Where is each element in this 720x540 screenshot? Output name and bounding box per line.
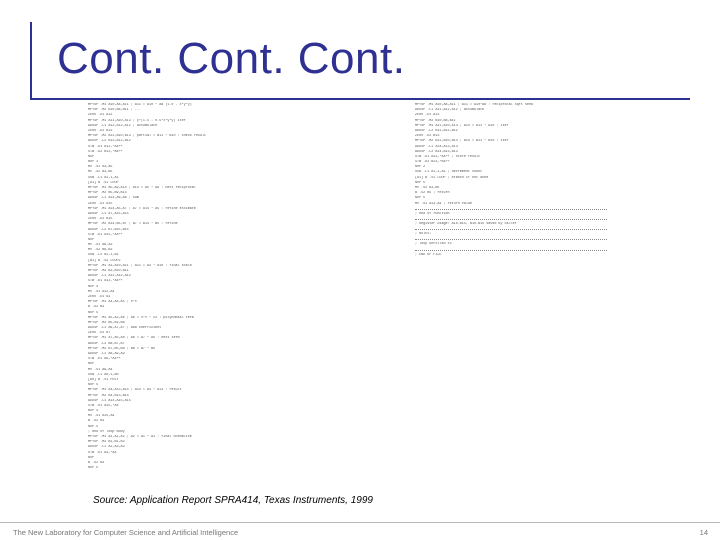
code-line: NOP 2 [415, 165, 426, 170]
code-line: NOP 5 [415, 180, 426, 185]
code-line: MPYSP .M2 B3,B10,B11 [88, 269, 129, 273]
code-line: ADDSP .L2 B11,B12,B12 [415, 128, 458, 133]
source-citation: Source: Application Report SPRA414, Texas Instruments, 1999 [93, 495, 373, 506]
code-line: MPYSP .M2 B5,B2,B6 [88, 320, 125, 325]
code-line: NOP 5 [88, 383, 99, 388]
code-line: STW .D1 A3,*A4 [88, 450, 117, 455]
code-line: ZERO .D2 B13 [415, 134, 440, 139]
code-line: ADDSP .L1 A14,A6,A6 ; sum [88, 196, 139, 201]
code-line: MV .S2 B6,B3 [88, 248, 113, 253]
code-line: [A0] B .S1 POLY [88, 377, 119, 382]
code-line: ADDSP .L2 B13,B12,B12 [88, 139, 131, 144]
code-line: ; end of loop body [88, 429, 125, 434]
code-line: ZERO .D1 A12 [88, 113, 113, 118]
code-line: ; loop unrolled x2 [415, 242, 452, 247]
code-line: ; NOTES: [415, 232, 432, 237]
code-line: STW .D1 A12,*A4++ [88, 144, 123, 149]
code-line: MPYSP .M1 A3,A10,A11 ; A11 = A3 * A10 : final scale [88, 263, 192, 268]
code-line: NOP 5 [88, 424, 99, 429]
code-line: ; end of function [415, 211, 450, 216]
code-line: MV .S1 A3,A5 [88, 165, 113, 170]
code-line: SUB .L2 B1,1,B1 [88, 253, 119, 258]
code-line: ADDSP .L1 A7,A15,A15 [88, 211, 129, 216]
code-line: MV .S1 A9,A4 [88, 367, 113, 372]
code-line: B .S2 B5 ; return [415, 191, 450, 196]
code-line: MPYSP .M1 A14,A5,A7 ; A7 = A14 * A5 : refine estimate [88, 206, 196, 211]
assembly-code-right [415, 103, 607, 258]
code-line: MV .S2 B3,B5 [415, 186, 440, 190]
code-line: ZERO .D2 B7 [88, 331, 111, 336]
code-line: ADDSP .L1 A14,A15,A15 [88, 398, 131, 403]
code-line: NOP [88, 455, 95, 460]
code-line: MPYSP .M1 A1,A1,A2 ; A2 = A1 * A1 : final normalise [88, 435, 192, 439]
code-line: MPYSP .M1 A5,A2,A6 ; A6 = x*x * c2 : polynomial term [88, 315, 194, 320]
code-line: NOP 4 [88, 284, 99, 289]
code-line: MPYSP .M1 A10,A8,A11 ; A11 = A10*A8 : reciprocal sqrt seed [415, 103, 534, 107]
code-line: ADDSP .L1 A6,A7,A7 ; add coefficient [88, 326, 162, 331]
code-line: MPYSP .M2 B11,B10,B14 ; B14 = B11 * B10 : iter [415, 139, 509, 144]
code-line: NOP 5 [88, 466, 99, 471]
code-separator [415, 209, 607, 210]
code-line: STW .D2 B13,*B4++ [415, 160, 450, 165]
code-line: MV .S1 A12,A4 [88, 289, 115, 294]
code-line: MPYSP .M2 B7,B5,B8 ; B8 = B7 * B5 [88, 346, 156, 351]
code-line: MV .S1 A6,A3 [88, 243, 113, 248]
code-line: ADDSP .L1 A11,A12,A12 [88, 274, 131, 279]
code-separator [415, 239, 607, 240]
code-line: ADDSP .L2 B14,B13,B13 [415, 149, 458, 154]
code-line: [B1] B .S2 LOOP2 [88, 258, 121, 263]
code-line: ; END OF FILE [415, 252, 442, 257]
code-line: ZERO .D2 B12 [88, 128, 113, 133]
code-line: B .S2 B3 [88, 460, 105, 465]
code-line: ADDSP .L1 A11,A12,A12 ; accumulate [415, 108, 485, 113]
footer-divider [0, 522, 720, 523]
code-line: [A1] B .S1 LOOP ; branch if not done [415, 175, 489, 180]
code-line: STW .D2 B12,*B4++ [88, 149, 123, 154]
code-line: [A1] B .S1 LOOP [88, 180, 119, 185]
code-line: MPYSP .M2 B4,B13,B14 [88, 393, 129, 398]
code-line: MPYSP .M2 B10,B8,B11 [415, 118, 456, 123]
code-line: ADDSP .L1 A13,A12,A12 ; accumulate [88, 123, 158, 128]
code-line: NOP 4 [88, 409, 99, 414]
code-line: MV .S1 A13,A4 ; return value [415, 201, 472, 206]
code-line: NOP [88, 237, 95, 242]
code-line: STW .D1 A9,*A4++ [88, 357, 121, 362]
slide-title: Cont. Cont. Cont. [57, 34, 406, 83]
code-line: MPYSP .M1 A11,A10,A14 ; A14 = A11 * A10 : iter [415, 123, 509, 128]
code-line: B .S2 B3 [88, 305, 105, 310]
code-line: STW .D1 A15,*A4 [88, 403, 119, 408]
code-line: MPYSP .M2 B11,B10,B13 ; partial = B11 * B10 : check result [88, 134, 207, 139]
code-line: MPYSP .M2 B14,B5,B7 ; B7 = B14 * B5 : refine [88, 222, 178, 227]
code-line: ADDSP .L1 A2,A3,A3 [88, 445, 125, 450]
code-line: MPYSP .M1 A4,A13,A14 ; A14 = A4 * A13 : result [88, 388, 182, 393]
code-line: ZERO .D1 A13 [415, 113, 440, 118]
code-line: STW .D1 A15,*A4++ [88, 232, 123, 237]
code-line: B .S2 B3 [88, 419, 105, 424]
code-line: NOP [88, 362, 95, 367]
code-line: SUB .L1 A1,1,A1 ; decrement count [415, 170, 483, 175]
code-line: NOP 5 [415, 196, 426, 201]
code-line: SUB .L1 A0,1,A0 [88, 372, 119, 377]
code-line: STW .D1 A12,*A4++ [88, 279, 123, 284]
code-line: NOP [88, 154, 95, 159]
code-line: ADDSP .L2 B8,B7,B7 [88, 341, 125, 346]
code-line: ; Register usage: A10-A15, B10-B15 saved by caller [415, 221, 517, 226]
code-line: MPYSP .M2 B10,B8,B11 ; ... [88, 108, 141, 113]
code-line: ZERO .D2 B15 [88, 217, 113, 222]
code-line: SUB .L1 A1,1,A1 [88, 175, 119, 180]
assembly-code-left [88, 103, 206, 471]
code-line: MPYSP .M1 A7,A5,A8 ; A8 = A7 * A5 : next term [88, 336, 180, 341]
page-number: 14 [699, 528, 708, 537]
code-line: STW .D1 A13,*A4++ ; store result [415, 154, 481, 159]
code-line: MPYSP .M1 A5,A9,A14 ; A14 = A5 * A9 : next reciprocal [88, 186, 196, 190]
code-line: NOP 3 [88, 160, 99, 165]
code-separator [415, 219, 607, 220]
code-line: MPYSP .M1 A10,A8,A11 ; A11 = A10 * A8 (1.0 - x*y*y) [88, 103, 192, 107]
code-line: MV .S1 A15,A4 [88, 414, 115, 419]
code-line: MPYSP .M2 B5,B9,B14 [88, 191, 127, 196]
title-divider [30, 98, 690, 100]
code-line: ADDSP .L1 A14,A13,A13 [415, 144, 458, 149]
code-line: ADDSP .L2 B7,B15,B15 [88, 227, 129, 232]
footer-lab-name: The New Laboratory for Computer Science and Artificial Intelligence [13, 528, 239, 537]
code-line: ADDSP .L1 A8,A9,A9 [88, 352, 125, 356]
code-separator [415, 229, 607, 230]
code-line: ZERO .D1 A15 [88, 201, 113, 206]
code-line: MPYSP .M1 A11,A10,A13 ; y*(1.5 - 0.5*x*y*y) iter [88, 118, 186, 123]
code-line: NOP 5 [88, 310, 99, 315]
code-separator [415, 250, 607, 251]
code-line: MPYSP .M1 A4,A4,A5 ; x*x [88, 300, 137, 305]
code-line: MPYSP .M2 B1,B1,B2 [88, 440, 125, 445]
code-line: MV .S2 B3,B5 [88, 170, 113, 175]
code-line: ZERO .D1 A1 [88, 294, 111, 299]
